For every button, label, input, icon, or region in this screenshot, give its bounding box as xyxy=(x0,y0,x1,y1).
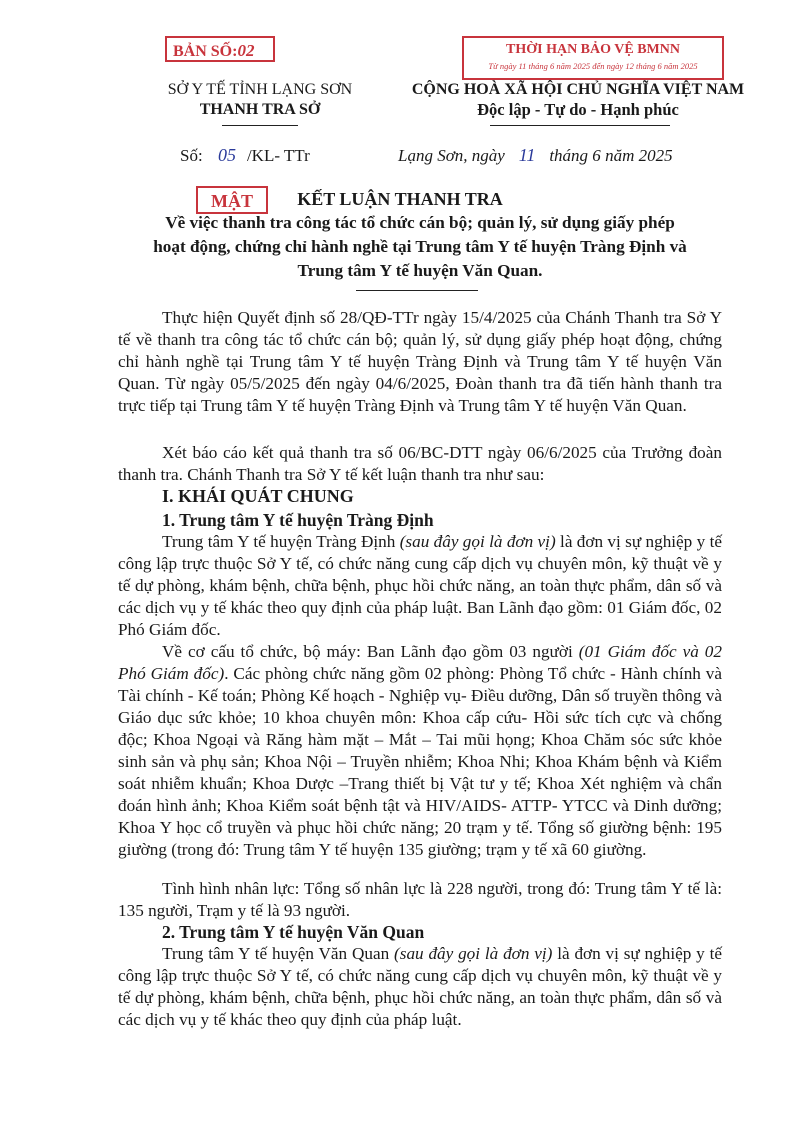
trang-dinh-paragraph-1 xyxy=(118,531,722,641)
ban-so-stamp xyxy=(165,36,275,62)
document-title: KẾT LUẬN THANH TRA xyxy=(297,189,503,209)
td-p2-a: Về cơ cấu tổ chức, bộ máy: Ban Lãnh đạo gồm 03 người xyxy=(162,642,579,661)
intro-text: Thực hiện Quyết định số 28/QĐ-TTr ngày 15/4/2025 của Chánh Thanh tra Sở Y tế về thanh tra công tác tổ chức cán bộ; quản lý, sử dụng giấy phép hoạt động, chứng chỉ hành nghề tại Trung tâm Y tế huyện Tràng Định và Trung tâm Y tế huyện Văn Quan. Từ ngày 05/5/2025 đến ngày 04/6/2025, Đoàn thanh tra đã tiến hành thanh tra trực tiếp tại Trung tâm Y tế huyện Tràng Định và Trung tâm Y tế huyện Văn Quan. xyxy=(118,308,722,415)
section-heading-1: I. KHÁI QUÁT CHUNG xyxy=(162,486,354,506)
van-quan-paragraph-1 xyxy=(118,943,722,1031)
day-value: 11 xyxy=(518,145,536,165)
subtitle-line-2: hoạt động, chứng chỉ hành nghề tại Trung tâm Y tế huyện Tràng Định và xyxy=(153,237,687,256)
number-suffix: /KL- TTr xyxy=(246,146,310,165)
trang-dinh-paragraph-3 xyxy=(118,878,722,922)
year-text: năm 2025 xyxy=(605,146,673,165)
number-prefix: Số: xyxy=(180,146,203,165)
td-p1-b: là đơn vị sự nghiệp y tế công lập trực thuộc Sở Y tế, có chức năng cung cấp dịch vụ chuyên môn, kỹ thuật về y tế dự phòng, khám bệnh, chữa bệnh, phục hồi chức năng, an toàn thực phẩm, dân số và các dịch vụ y tế khác theo quy định của pháp luật. Ban Lãnh đạo gồm: 01 Giám đốc, 02 Phó Giám đốc. xyxy=(118,532,722,639)
document-number xyxy=(180,144,310,167)
td-p1-em: (sau đây gọi là đơn vị) xyxy=(399,532,556,551)
subsection-heading-1: 1. Trung tâm Y tế huyện Tràng Định xyxy=(162,510,434,530)
td-p3: Tình hình nhân lực: Tổng số nhân lực là 228 người, trong đó: Trung tâm Y tế là: 135 người, Trạm y tế là 93 người. xyxy=(118,879,722,920)
vq-p1-em: (sau đây gọi là đơn vị) xyxy=(394,944,553,963)
vq-p1-a: Trung tâm Y tế huyện Văn Quan xyxy=(162,944,395,963)
mat-label: MẬT xyxy=(211,191,253,211)
ban-so-label: BẢN SỐ: xyxy=(173,43,238,60)
report-paragraph xyxy=(118,442,722,486)
place-date xyxy=(398,144,673,167)
ban-so-value: 02 xyxy=(237,41,255,60)
subtitle-line-3: Trung tâm Y tế huyện Văn Quan. xyxy=(297,261,543,280)
subsection-heading-2: 2. Trung tâm Y tế huyện Văn Quan xyxy=(162,922,425,942)
agency-underline xyxy=(222,125,298,126)
report-text: Xét báo cáo kết quả thanh tra số 06/BC-DTT ngày 06/6/2025 của Trưởng đoàn thanh tra. Chánh Thanh tra Sở Y tế kết luận thanh tra như sau: xyxy=(118,443,722,484)
number-value: 05 xyxy=(217,145,236,165)
motto-underline xyxy=(490,125,670,126)
vq-p1-b: là đơn vị sự nghiệp y tế công lập trực thuộc Sở Y tế, có chức năng cung cấp dịch vụ chuyên môn, kỹ thuật về y tế dự phòng, khám bệnh, chữa bệnh, phục hồi chức năng, an toàn thực phẩm, dân số và các dịch vụ y tế khác theo quy định của pháp luật. xyxy=(118,944,722,1029)
title-underline xyxy=(356,290,478,291)
td-p1-a: Trung tâm Y tế huyện Tràng Định xyxy=(162,532,400,551)
trang-dinh-paragraph-2 xyxy=(118,641,722,861)
month-text: tháng 6 xyxy=(549,146,601,165)
subtitle-line-1: Về việc thanh tra công tác tổ chức cán bộ; quản lý, sử dụng giấy phép xyxy=(165,213,675,232)
agency-parent: SỞ Y TẾ TỈNH LẠNG SƠN xyxy=(167,81,353,98)
thoi-han-detail: Từ ngày 11 tháng 6 năm 2025 đến ngày 12 tháng 6 năm 2025 xyxy=(488,61,698,71)
intro-paragraph xyxy=(118,307,722,417)
place-date-prefix: Lạng Sơn, ngày xyxy=(398,146,505,165)
thoi-han-title: THỜI HẠN BẢO VỆ BMNN xyxy=(506,42,680,57)
national-motto: Độc lập - Tự do - Hạnh phúc xyxy=(477,100,679,119)
thoi-han-stamp xyxy=(462,36,724,80)
agency-name: THANH TRA SỞ xyxy=(199,101,321,118)
td-p2-em: (01 Giám đốc và 02 Phó Giám đốc) xyxy=(118,642,722,683)
country-name: CỘNG HOÀ XÃ HỘI CHỦ NGHĨA VIỆT NAM xyxy=(411,81,745,98)
td-p2-b: . Các phòng chức năng gồm 02 phòng: Phòng Tổ chức - Hành chính và Tài chính - Kế toán; Phòng Kế hoạch - Nghiệp vụ- Điều dưỡng, Dân số truyền thông và Giáo dục sức khỏe; 10 khoa chuyên môn: Khoa cấp cứu- Hồi sức tích cực và chống độc; Khoa Ngoại và Răng hàm mặt – Mắt – Tai mũi họng; Khoa Chăm sóc sức khỏe sinh sản và phụ sản; Khoa Nội – Truyền nhiễm; Khoa Nhi; Khoa Khám bệnh và Kiểm soát nhiễm khuẩn; Khoa Dược –Trang thiết bị Vật tư y tế; Khoa Xét nghiệm và chẩn đoán hình ảnh; Khoa Kiểm soát bệnh tật và HIV/AIDS- ATTP- YTCC và Dinh dưỡng; Khoa Y học cổ truyền và phục hồi chức năng; 20 trạm y tế. Tổng số giường bệnh: 195 giường (trong đó: Trung tâm Y tế huyện 135 giường; trạm y tế xã 60 giường. xyxy=(118,664,723,859)
